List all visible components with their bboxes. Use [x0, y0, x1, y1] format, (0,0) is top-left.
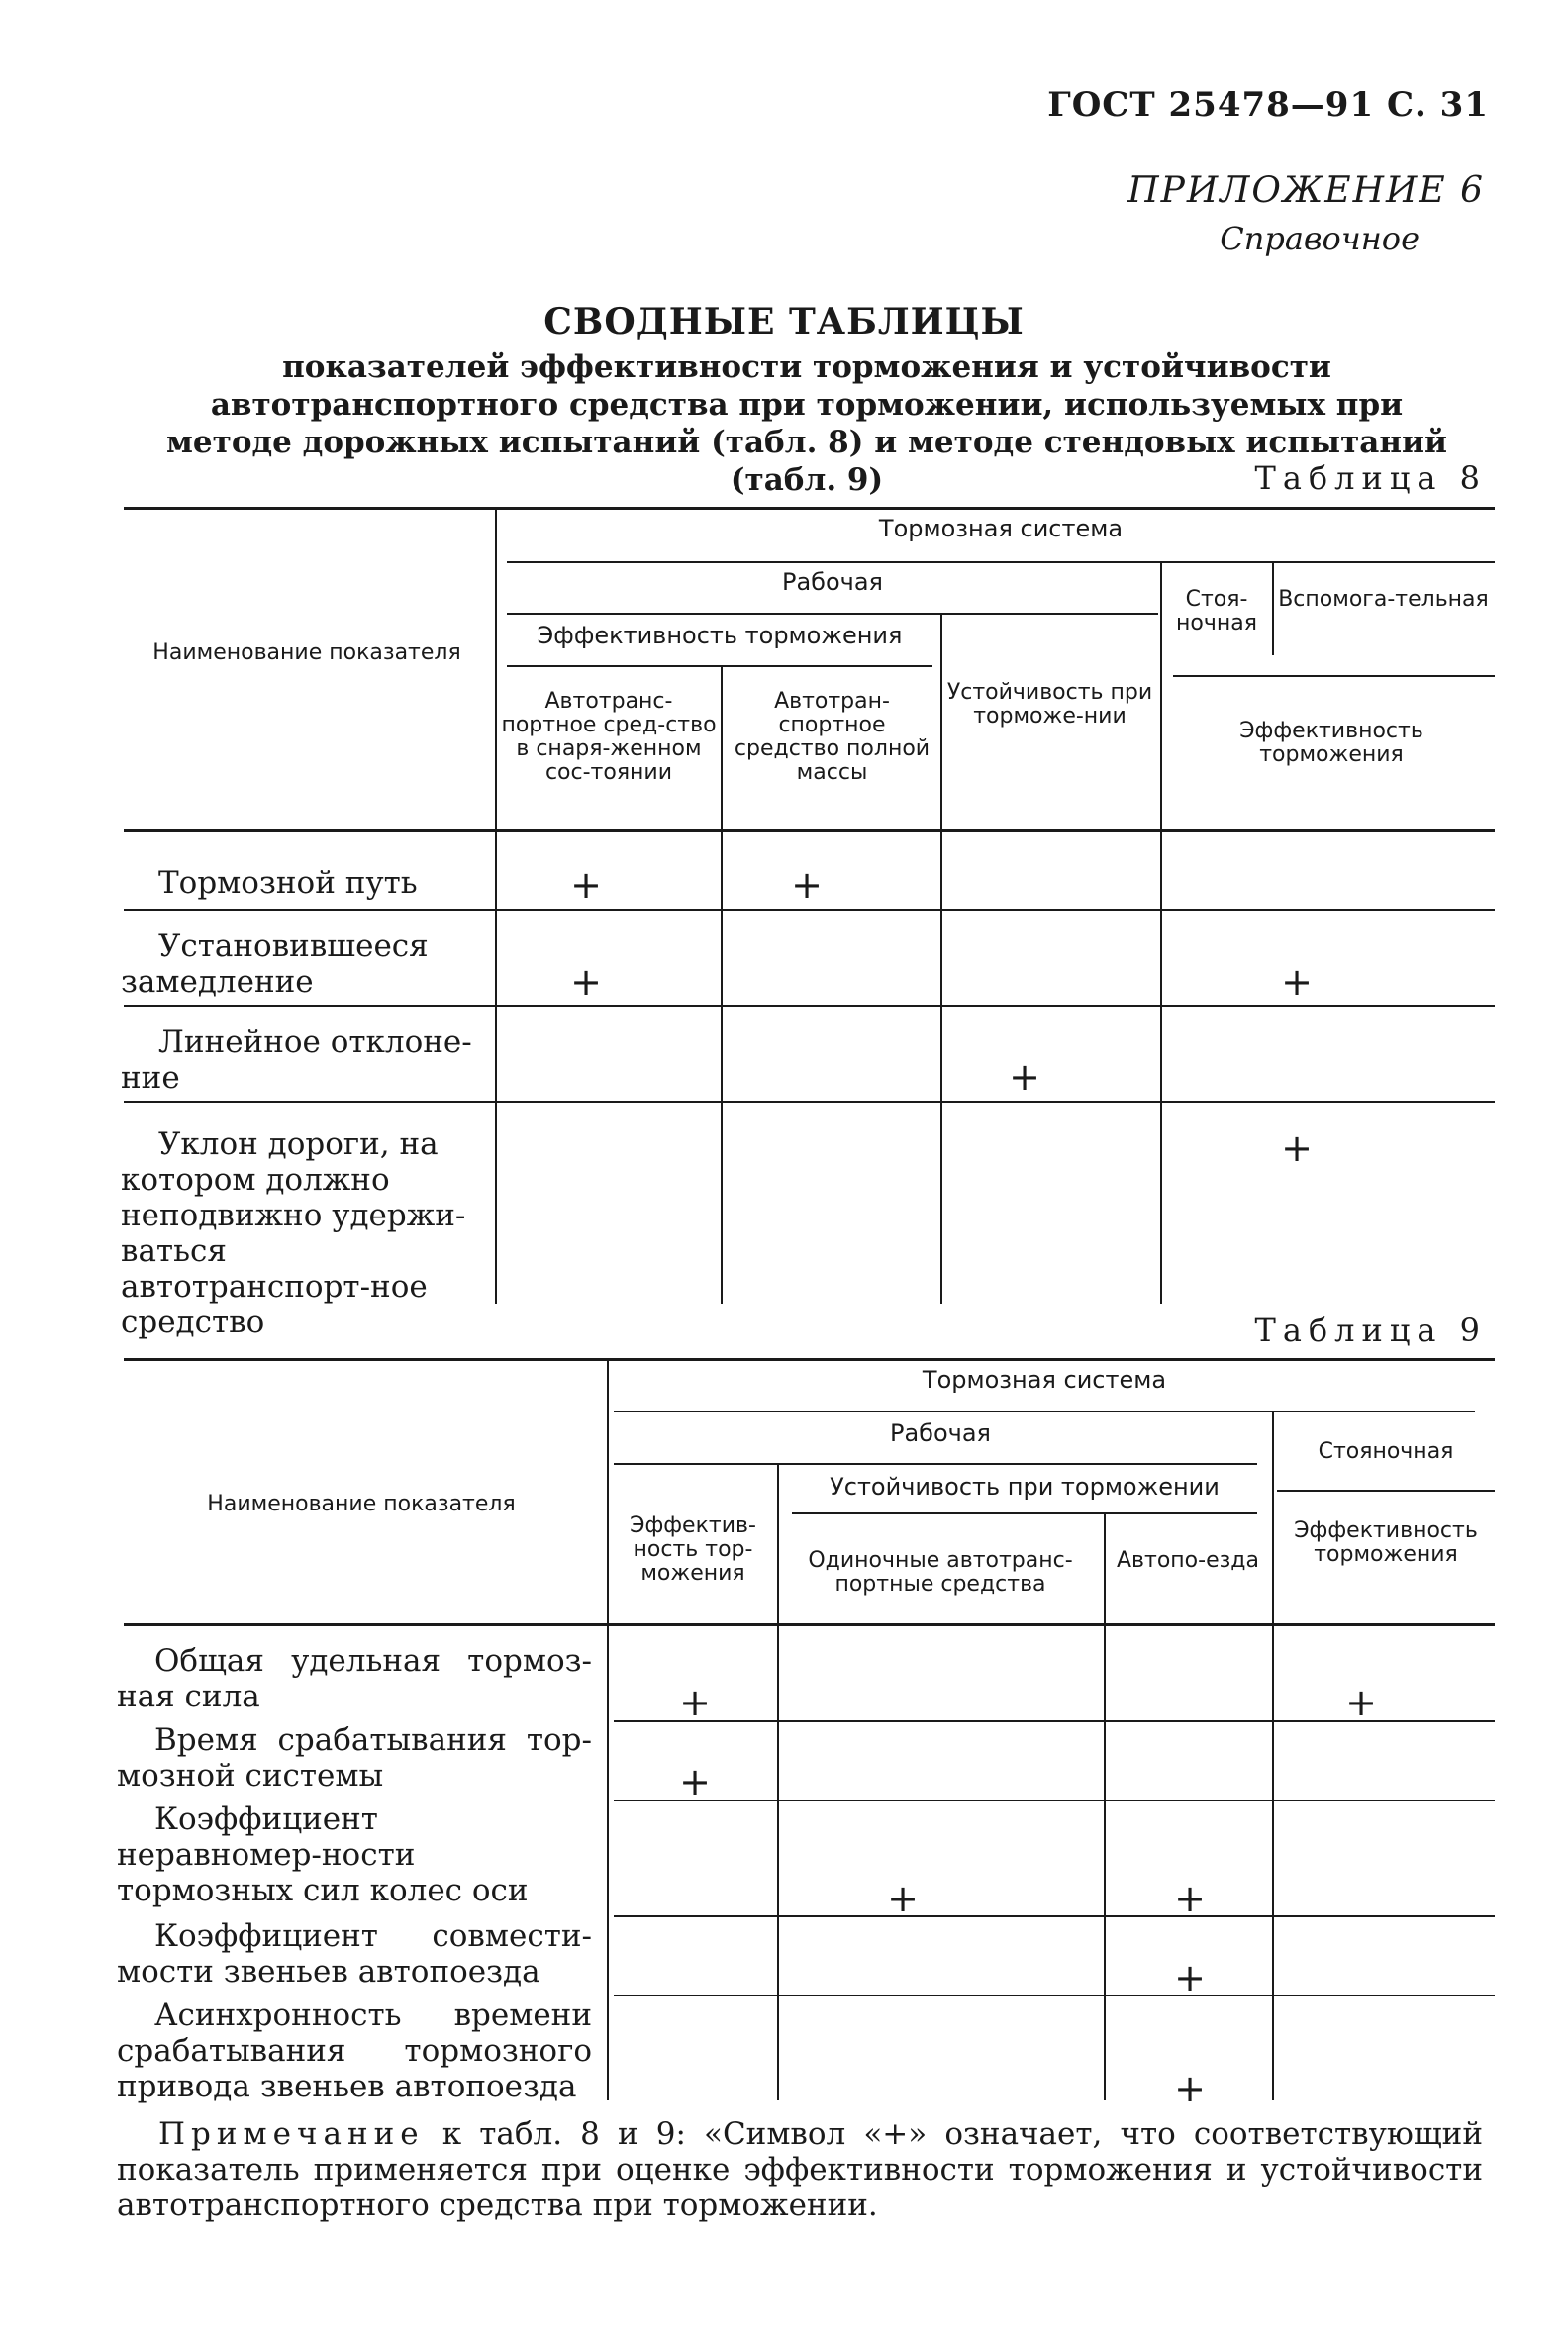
table8-rule [507, 561, 1495, 563]
table9-mark: + [679, 1760, 711, 1803]
table8-header-vehicle-full: Автотран-спортное средство полной массы [734, 689, 931, 785]
table8-col-rule [1160, 561, 1162, 1304]
table8-mark: + [1281, 960, 1313, 1004]
table9-row-label: Общая удельная тормоз-ная сила [117, 1643, 592, 1714]
table8-header-stability: Устойчивость при торможе-нии [946, 680, 1153, 729]
page-subtitle: показателей эффективности торможения и устойчивости автотранспортного средства при торможении, используемых при методе дорожных испытаний (табл. 8) и методе стендовых испытаний (табл. 9) [165, 349, 1448, 498]
document-reference: ГОСТ 25478—91 С. 31 [1047, 85, 1489, 125]
table8-col-rule [1272, 561, 1274, 655]
appendix-label: ПРИЛОЖЕНИЕ 6 [1127, 170, 1485, 211]
table8-mark: + [791, 863, 823, 907]
table9-mark: + [1174, 2067, 1206, 2110]
table9-mark: + [1174, 1877, 1206, 1920]
table8-header-parking: Стоя-ночная [1176, 587, 1257, 635]
table9-col-rule [1104, 1512, 1106, 2100]
table9-header-indicator: Наименование показателя [207, 1492, 516, 1516]
table9-row-label: Коэффициент неравномер-ности тормозных сил колес оси [117, 1801, 529, 1908]
table8-mark: + [1281, 1126, 1313, 1170]
appendix-type: Справочное [1220, 220, 1420, 257]
table8-mark: + [570, 960, 602, 1004]
table8-row-label: Тормозной путь [158, 865, 418, 901]
table8-col-rule [495, 507, 497, 1304]
table9-header-single: Одиночные автотранс-портные средства [808, 1548, 1073, 1597]
table8-caption: Таблица 8 [1254, 459, 1487, 497]
table8-header-rule [124, 829, 1495, 832]
table8-row-rule [124, 909, 1495, 911]
table8-header-working: Рабочая [782, 568, 883, 596]
page-title: СВОДНЫЕ ТАБЛИЦЫ [543, 301, 1025, 342]
table9-row-label: Время срабатывания тор-мозной системы [117, 1722, 592, 1794]
table8-col-rule [940, 613, 942, 1304]
footnote-lead: Примечание [158, 2116, 425, 2152]
table8-rule [507, 665, 932, 667]
table9-mark: + [887, 1877, 919, 1920]
table8-header-auxiliary: Вспомога-тельная [1278, 587, 1489, 612]
table9-row-rule [614, 1800, 1495, 1801]
table9-header-stability: Устойчивость при торможении [830, 1473, 1220, 1501]
table9-header-parking: Стояночная [1318, 1439, 1454, 1464]
table9-header-trains: Автопо-езда [1117, 1548, 1259, 1573]
table9-col-rule [607, 1358, 609, 2100]
table9-header-rule [124, 1623, 1495, 1626]
table9-rule [614, 1411, 1475, 1412]
table9-row-label: Коэффициент совмести-мости звеньев автопоезда [117, 1918, 592, 1990]
table8-header-indicator: Наименование показателя [152, 640, 461, 665]
table9-rule [614, 1463, 1257, 1465]
table8-header-efficiency: Эффективность торможения [537, 622, 903, 649]
table9-header-working: Рабочая [890, 1419, 991, 1447]
table8-top-rule [124, 507, 1495, 510]
table9-top-rule [124, 1358, 1495, 1361]
table9-mark: + [1174, 1956, 1206, 1999]
table8-header-vehicle-equipped: Автотранс-портное сред-ство в снаря-женном сос-тоянии [501, 689, 717, 785]
table9-header-efficiency-parking: Эффективность торможения [1294, 1518, 1478, 1567]
table8-row-label: Линейное отклоне-ние [121, 1024, 472, 1096]
table8-row-rule [124, 1005, 1495, 1007]
table8-row-rule [124, 1101, 1495, 1103]
table8-row-label: Уклон дороги, на котором должно неподвижно удержи-ваться автотранспорт-ное средство [121, 1126, 466, 1340]
table9-col-rule [1272, 1411, 1274, 2100]
footnote [117, 2116, 1483, 2223]
table8-row-label: Установившееся замедление [121, 928, 429, 1000]
table9-mark: + [679, 1681, 711, 1724]
table8-col-rule [721, 665, 723, 1304]
table8-rule [1173, 675, 1495, 677]
table8-header-efficiency-pa: Эффективность торможения [1239, 719, 1423, 767]
table9-mark: + [1345, 1681, 1377, 1724]
table9-row-rule [614, 1915, 1495, 1917]
table9-caption: Таблица 9 [1254, 1312, 1487, 1349]
table8-rule [507, 613, 1158, 615]
table9-row-rule [614, 1995, 1495, 1996]
table9-header-brake-system: Тормозная система [922, 1366, 1167, 1394]
table9-row-label: Асинхронность времени срабатывания тормозного привода звеньев автопоезда [117, 1997, 592, 2104]
table9-rule [792, 1512, 1257, 1514]
table8-mark: + [570, 863, 602, 907]
table9-header-efficiency: Эффектив-ность тор-можения [630, 1513, 756, 1586]
footnote-text: к табл. 8 и 9: «Символ «+» означает, что соответствующий показатель применяется при оценке эффективности торможения и устойчивости автотранспортного средства при торможении. [117, 2116, 1483, 2223]
table8-header-brake-system: Тормозная система [878, 515, 1124, 542]
table9-col-rule [777, 1463, 779, 2100]
table8-mark: + [1009, 1055, 1040, 1099]
table9-rule [1277, 1490, 1495, 1492]
